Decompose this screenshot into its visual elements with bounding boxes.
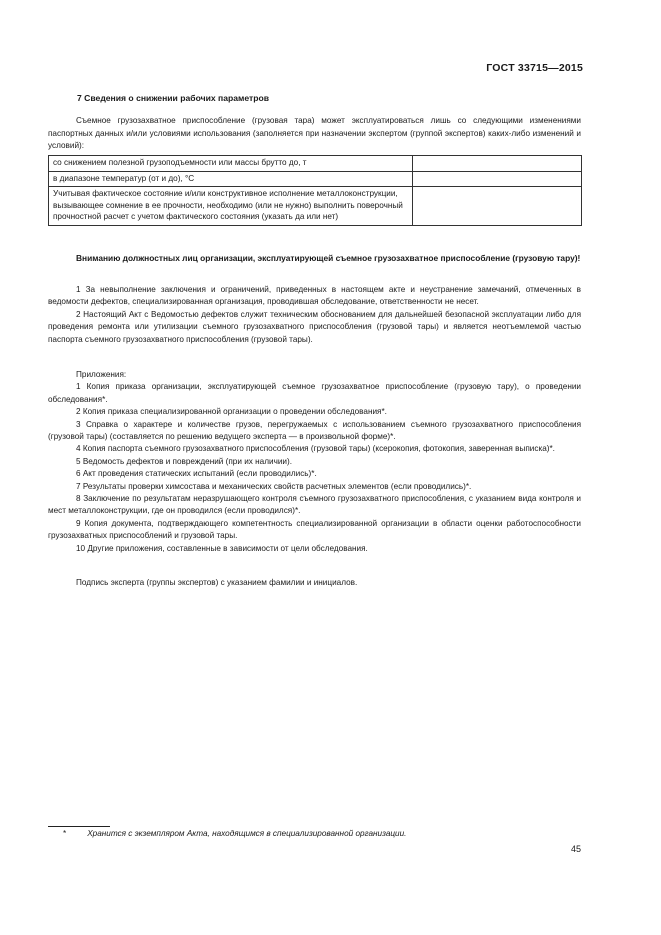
appendix-item: 8 Заключение по результатам неразрушающего контроля съемного грузозахватного приспособления, с указанием вида контроля и мест металлоконструкции, где он проводился (если проводился)*. bbox=[48, 494, 581, 516]
warning-heading: Вниманию должностных лиц организации, эксплуатирующей съемное грузозахватное приспособление (грузовую тару)! bbox=[76, 253, 581, 263]
table-cell-label: в диапазоне температур (от и до), °С bbox=[49, 171, 413, 187]
footnote-divider bbox=[48, 826, 110, 827]
appendix-item: 3 Справка о характере и количестве грузов, перегружаемых с использованием съемного грузозахватного приспособления (грузовой тары) (составляется по решению ведущего эксперта — в произвольной форме)*. bbox=[48, 419, 581, 442]
table-cell-label: Учитывая фактическое состояние и/или конструктивное исполнение металлоконструкции, вызывающее сомнение в ее прочности, необходимо (или не нужно) выполнить поверочный прочностной расчет с учетом фактического состояния (указать да или нет) bbox=[49, 187, 413, 226]
table-cell-value bbox=[413, 156, 582, 172]
appendices-block bbox=[48, 369, 581, 555]
standard-code: ГОСТ 33715—2015 bbox=[486, 62, 583, 74]
appendix-item: 5 Ведомость дефектов и повреждений (при их наличии). bbox=[76, 456, 292, 466]
appendix-item: 2 Копия приказа специализированной организации о проведении обследования*. bbox=[76, 407, 387, 417]
page-number: 45 bbox=[570, 844, 581, 854]
table-cell-value bbox=[413, 171, 582, 187]
footnote bbox=[63, 829, 407, 838]
table-row bbox=[49, 171, 582, 187]
signature-note: Подпись эксперта (группы экспертов) с указанием фамилии и инициалов. bbox=[76, 578, 358, 587]
appendix-item: 4 Копия паспорта съемного грузозахватного приспособления (грузовой тары) (ксерокопия, фотокопия, заверенная выписка)*. bbox=[76, 444, 555, 454]
signature-block bbox=[48, 577, 581, 589]
table-cell-label: со снижением полезной грузоподъемности или массы брутто до, т bbox=[49, 156, 413, 172]
footnote-text: Хранится с экземпляром Акта, находящимся в специализированной организации. bbox=[87, 829, 407, 838]
note-paragraph: 2 Настоящий Акт с Ведомостью дефектов служит техническим обоснованием для дальнейшей безопасной эксплуатации либо для проведения ремонта или утилизации съемного грузозахватного приспособления (грузовой тары) и является неотъемлемой частью паспорта съемного грузозахватного приспособления (грузовой тары). bbox=[48, 309, 581, 344]
appendix-item: 7 Результаты проверки химсостава и механических свойств расчетных элементов (если проводились)*. bbox=[76, 481, 472, 491]
appendix-item: 6 Акт проведения статических испытаний (если проводились)*. bbox=[76, 469, 317, 479]
table-row bbox=[49, 156, 582, 172]
appendix-item: 9 Копия документа, подтверждающего компетентность специализированной организации в области оценки работоспособности грузозахватных приспособлений и грузовой тары. bbox=[48, 518, 581, 541]
parameters-table bbox=[48, 155, 582, 226]
footnote-mark: * bbox=[63, 829, 67, 838]
intro-paragraph: Съемное грузозахватное приспособление (грузовая тара) может эксплуатироваться лишь со следующими изменениями паспортных данных и/или условиями использования (заполняется при назначении экспертом (группой экспертов) каких-либо изменений и условий): bbox=[48, 116, 581, 151]
appendix-item: 10 Другие приложения, составленные в зависимости от цели обследования. bbox=[76, 543, 368, 553]
table-cell-value bbox=[413, 187, 582, 226]
table-row bbox=[49, 187, 582, 226]
note-paragraph: 1 За невыполнение заключения и ограничений, приведенных в настоящем акте и неустранение замечаний, отмеченных в ведомости дефектов, специализированная организация, проводившая обследование, ответственности не несет. bbox=[48, 285, 581, 307]
section-title: 7 Сведения о снижении рабочих параметров bbox=[77, 93, 270, 103]
notes-block bbox=[48, 284, 581, 346]
appendices-heading: Приложения: bbox=[76, 370, 127, 379]
appendix-item: 1 Копия приказа организации, эксплуатирующей съемное грузозахватное приспособление (грузовую тару), о проведении обследования*. bbox=[48, 382, 581, 404]
